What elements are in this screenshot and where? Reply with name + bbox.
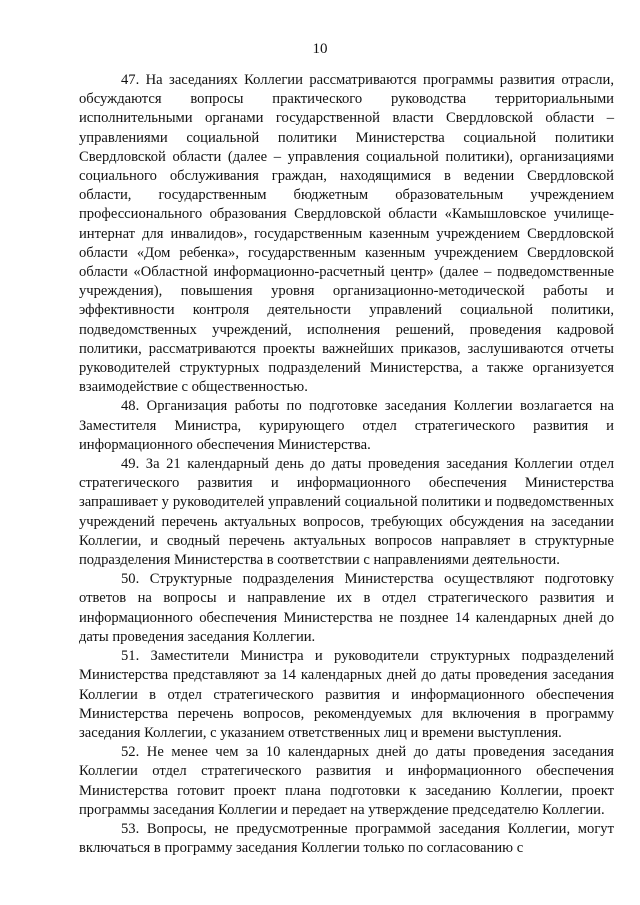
page-number: 10 <box>312 41 328 57</box>
paragraph-47: 47. На заседаниях Коллегии рассматриваются программы развития отрасли, обсуждаются вопросы практического руководства территориальными исполнительными органами государственной власти Свердловской области – управлениями социальной политики Министерства социальной политики Свердловской области (далее – управления социальной политики), организациями социального обслуживания граждан, находящимися в ведении Свердловской области, государственным бюджетным образовательным учреждением профессионального образования Свердловской области «Камышловское училище-интернат для инвалидов», государственным казенным учреждением Свердловской области «Дом ребенка», государственным казенным учреждением Свердловской области «Областной информационно-расчетный центр» (далее – подведомственные учреждения), повышения уровня организационно-методической работы и эффективности контроля деятельности управлений социальной политики, подведомственных учреждений, исполнения решений, проведения кадровой политики, рассматриваются проекты важнейших приказов, заслушиваются отчеты руководителей структурных подразделений Министерства, а также организуется взаимодействие с общественностью. <box>79 72 614 396</box>
document-body <box>79 71 614 858</box>
paragraph-49: 49. За 21 календарный день до даты проведения заседания Коллегии отдел стратегического развития и информационного обеспечения Министерства запрашивает у руководителей управлений социальной политики и подведомственных учреждений перечень актуальных вопросов, требующих обсуждения на заседании Коллегии, и сводный перечень актуальных вопросов направляет в структурные подразделения Министерства в соответствии с направлениями деятельности. <box>79 456 614 569</box>
paragraph-50: 50. Структурные подразделения Министерства осуществляют подготовку ответов на вопросы и направление их в отдел стратегического развития и информационного обеспечения Министерства не позднее 14 календарных дней до даты проведения заседания Коллегии. <box>79 571 614 645</box>
paragraph-52: 52. Не менее чем за 10 календарных дней до даты проведения заседания Коллегии отдел стратегического развития и информационного обеспечения Министерства готовит проект плана подготовки к заседанию Коллегии, проект программы заседания Коллегии и передает на утверждение председателю Коллегии. <box>79 744 614 818</box>
paragraph-48: 48. Организация работы по подготовке заседания Коллегии возлагается на Заместителя Министра, курирующего отдел стратегического развития и информационного обеспечения Министерства. <box>79 398 614 453</box>
paragraph-51: 51. Заместители Министра и руководители структурных подразделений Министерства представляют за 14 календарных дней до даты проведения заседания Коллегии в отдел стратегического развития и информационного обеспечения Министерства перечень вопросов, рекомендуемых для включения в программу заседания Коллегии, с указанием ответственных лиц и времени выступления. <box>79 648 614 741</box>
paragraph-53: 53. Вопросы, не предусмотренные программой заседания Коллегии, могут включаться в программу заседания Коллегии только по согласованию с <box>79 820 614 857</box>
